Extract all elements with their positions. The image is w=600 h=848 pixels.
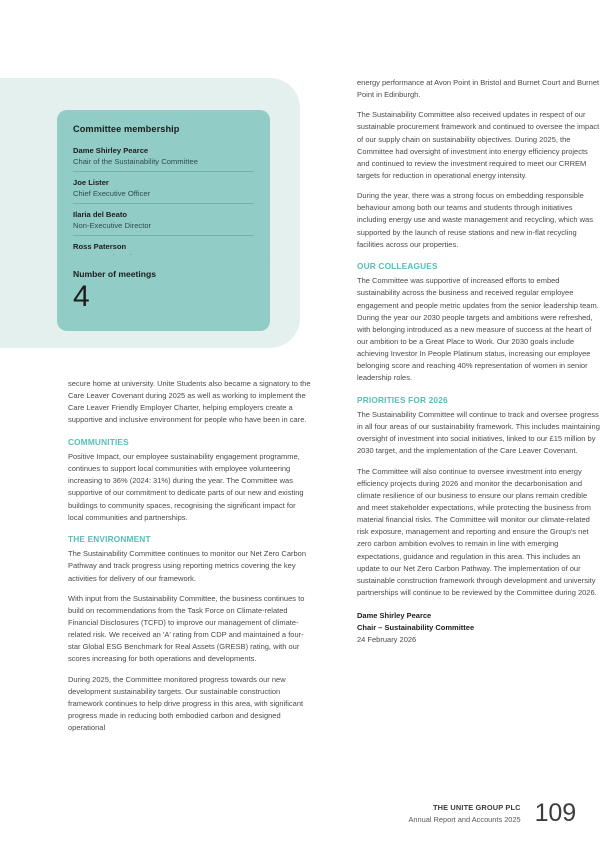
footer-report-title: Annual Report and Accounts 2025 [408,814,521,824]
member-role: Chair of the Sustainability Committee [73,157,198,166]
committee-member [73,145,254,172]
signoff-date: 24 February 2026 [357,634,417,644]
section-heading-our-colleagues: OUR COLLEAGUES [357,260,438,271]
number-of-meetings-value: 4 [73,280,90,313]
member-role: Chief Executive Officer [73,189,151,198]
member-name: Dame Shirley Pearce [73,146,149,155]
footer-text-block [408,802,520,824]
body-paragraph: The Committee will also continue to oversee investment into energy efficiency projects during 2026 and monitor the decarbonisation and climate resilience of our business to ensure our plans remain credible and meet stakeholder expectations, while protecting the business from material financial risks. The Committee will monitor our climate-related risk exposure, management and reporting and ensure the Group's net zero carbon ambition evolves to remain in line with emerging expectations, guidance and regulation in this area. This includes an update to our Net Zero Carbon Pathway. The implementation of our sustainable construction framework through development and university partnerships will continue to be reviewed by the Committee during 2026. [357,466,597,597]
body-paragraph: The Sustainability Committee also received updates in respect of our sustainable procurement framework and continued to oversee the impact of our supply chain on sustainability objectives. During 2025, the Committee had oversight of investment into energy efficiency projects and continued to review the investment required to meet our CRREM targets for reduction in operational energy intensity. [357,110,600,180]
body-paragraph: The Committee was supportive of increased efforts to embed sustainability across the business and received regular employee engagement and people metric updates from the senior leadership team. During the year our 2030 people targets and ambitions were refreshed, with belonging introduced as a new measure of success at the heart of our ambition to be a Great Place to Work. Our 2030 goals include achieving Investor In People Platinum status, increasing our employee belonging score and reaching 40% representation of women in senior leadership roles. [357,276,599,383]
right-text-column [357,77,600,646]
member-name: Joe Lister [73,178,109,187]
member-name: Ross Paterson [73,242,127,251]
committee-member [73,209,254,236]
footer-company-name: THE UNITE GROUP PLC [432,803,521,813]
body-paragraph: During the year, there was a strong focus on embedding responsible behaviour among both our teams and students through initiatives including energy use and waste management and recycling, which was supported by the launch of reuse stations and new in-flat recycling facilities across our properties. [357,191,593,249]
signoff-role: Chair – Sustainability Committee [357,622,475,632]
number-of-meetings-card [57,255,270,331]
body-paragraph: The Sustainability Committee continues to monitor our Net Zero Carbon Pathway and track progress using reporting metrics covering the key activities for delivery of our framework. [68,549,307,583]
page-footer [408,801,576,826]
body-paragraph: Positive Impact, our employee sustainability engagement programme, continues to support local communities with employee volunteering increasing to 36% (2024: 31%) during the year. The Committee was supportive of our commitment to dedicate parts of our new and existing buildings to community spaces, recognising the significant impact for local communities and partnerships. [68,452,304,522]
signoff-name: Dame Shirley Pearce [357,611,432,621]
body-paragraph: The Sustainability Committee will continue to track and oversee progress in all four areas of our sustainability framework. This includes maintaining oversight of investment into social initiatives, linked to our £15 million by 2030 target, and the implementation of the Care Leaver Covenant. [357,409,600,456]
body-paragraph: secure home at university. Unite Students also became a signatory to the Care Leaver Covenant during 2025 as well as working to implement the Care Leaver Friendly Employer Charter, helping employers create a supportive and inclusive environment for people who have been in care. [68,379,311,425]
number-of-meetings-label: Number of meetings [73,269,157,279]
body-paragraph: With input from the Sustainability Committee, the business continues to build on recommendations from the Task Force on Climate-related Financial Disclosures (TCFD) to improve our management of climate-related risk. We received an 'A' rating from CDP and maintained a four-star Global ESG Benchmark for Real Assets (GRESB) rating, with our scores increasing for both operations and developments. [68,593,305,664]
committee-membership-title: Committee membership [73,124,180,134]
member-role: Non-Executive Director [73,221,152,230]
committee-membership-card [57,110,270,278]
body-paragraph: During 2025, the Committee monitored progress towards our new development sustainability targets. Our sustainable construction framework continues to help drive progress in this area, with significant progress made in reducing both embodied carbon and designed operational [68,674,304,733]
section-heading-the-environment: THE ENVIRONMENT [68,533,151,544]
signoff-block [357,610,600,646]
section-heading-priorities-for-2026: PRIORITIES FOR 2026 [357,394,448,405]
page-number: 109 [534,799,576,827]
committee-member [73,177,254,204]
section-heading-communities: COMMUNITIES [68,436,129,447]
body-paragraph: energy performance at Avon Point in Bristol and Burnet Court and Burnet Point in Edinburgh. [357,78,600,100]
member-name: Ilaria del Beato [73,210,128,219]
left-text-column [68,378,311,734]
